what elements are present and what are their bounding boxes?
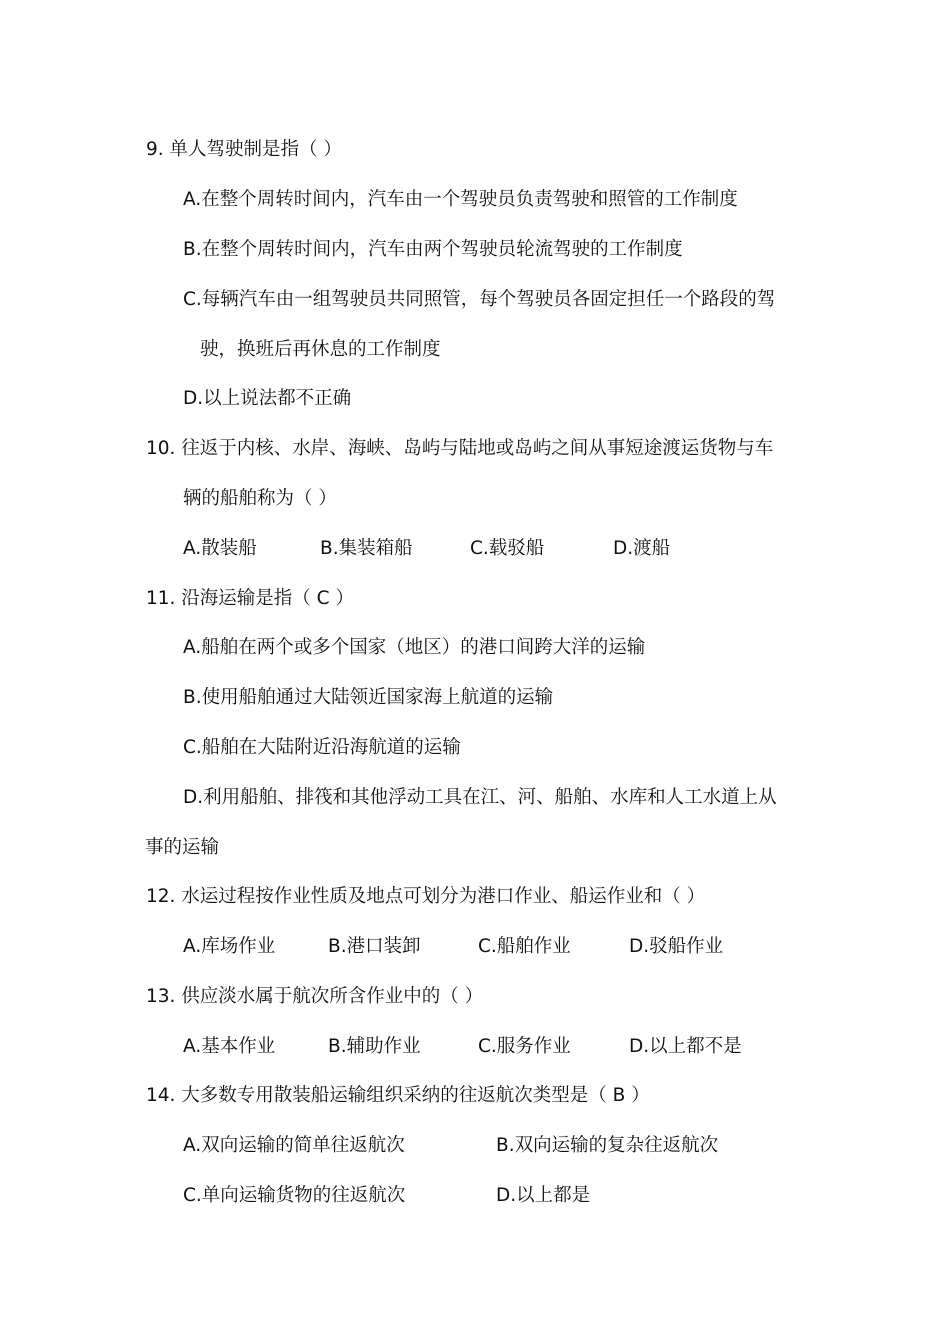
question-11-option-b: B.使用船舶通过大陆领近国家海上航道的运输: [183, 687, 554, 708]
question-9-stem: 9. 单人驾驶制是指（ ）: [146, 139, 342, 160]
question-9-option-c-cont: 驶，换班后再休息的工作制度: [200, 339, 441, 360]
question-13-option-a: A.基本作业: [183, 1036, 276, 1057]
question-14-options-row-2: [0, 1183, 950, 1209]
question-10-options: [0, 536, 950, 562]
question-11-option-d-cont: 事的运输: [145, 837, 220, 858]
question-9-option-b: B.在整个周转时间内，汽车由两个驾驶员轮流驾驶的工作制度: [183, 239, 683, 260]
question-9-option-a: A.在整个周转时间内，汽车由一个驾驶员负责驾驶和照管的工作制度: [183, 189, 738, 210]
question-13-stem: 13. 供应淡水属于航次所含作业中的（ ）: [146, 986, 484, 1007]
question-12-option-b: B.港口装卸: [328, 936, 421, 957]
question-14-option-c: C.单向运输货物的往返航次: [183, 1185, 406, 1206]
question-10-option-b: B.集装箱船: [320, 538, 413, 559]
question-12-option-d: D.驳船作业: [629, 936, 724, 957]
question-9-option-d: D.以上说法都不正确: [183, 388, 352, 409]
question-11-stem: 11. 沿海运输是指（ C ）: [146, 588, 354, 609]
question-13-option-c: C.服务作业: [478, 1036, 571, 1057]
question-10-option-c: C.载驳船: [470, 538, 545, 559]
question-12-options: [0, 934, 950, 960]
question-11-option-c: C.船舶在大陆附近沿海航道的运输: [183, 737, 461, 758]
question-13-option-d: D.以上都不是: [629, 1036, 742, 1057]
question-14-option-d: D.以上都是: [496, 1185, 591, 1206]
question-10-option-a: A.散装船: [183, 538, 257, 559]
question-9-option-c: C.每辆汽车由一组驾驶员共同照管，每个驾驶员各固定担任一个路段的驾: [183, 289, 776, 310]
question-10-option-d: D.渡船: [613, 538, 671, 559]
question-10-stem-cont: 辆的船舶称为（ ）: [183, 488, 337, 509]
question-11-option-d: D.利用船舶、排筏和其他浮动工具在江、河、船舶、水库和人工水道上从: [183, 787, 777, 808]
question-14-option-a: A.双向运输的简单往返航次: [183, 1135, 405, 1156]
question-12-option-a: A.库场作业: [183, 936, 276, 957]
question-13-options: [0, 1034, 950, 1060]
question-14-option-b: B.双向运输的复杂往返航次: [496, 1135, 719, 1156]
question-13-option-b: B.辅助作业: [328, 1036, 421, 1057]
question-10-stem: 10. 往返于内核、水岸、海峡、岛屿与陆地或岛屿之间从事短途渡运货物与车: [146, 438, 774, 459]
question-11-option-a: A.船舶在两个或多个国家（地区）的港口间跨大洋的运输: [183, 637, 646, 658]
question-14-options-row-1: [0, 1133, 950, 1159]
question-14-stem: 14. 大多数专用散装船运输组织采纳的往返航次类型是（ B ）: [146, 1085, 650, 1106]
question-12-stem: 12. 水运过程按作业性质及地点可划分为港口作业、船运作业和（ ）: [146, 886, 706, 907]
question-12-option-c: C.船舶作业: [478, 936, 571, 957]
